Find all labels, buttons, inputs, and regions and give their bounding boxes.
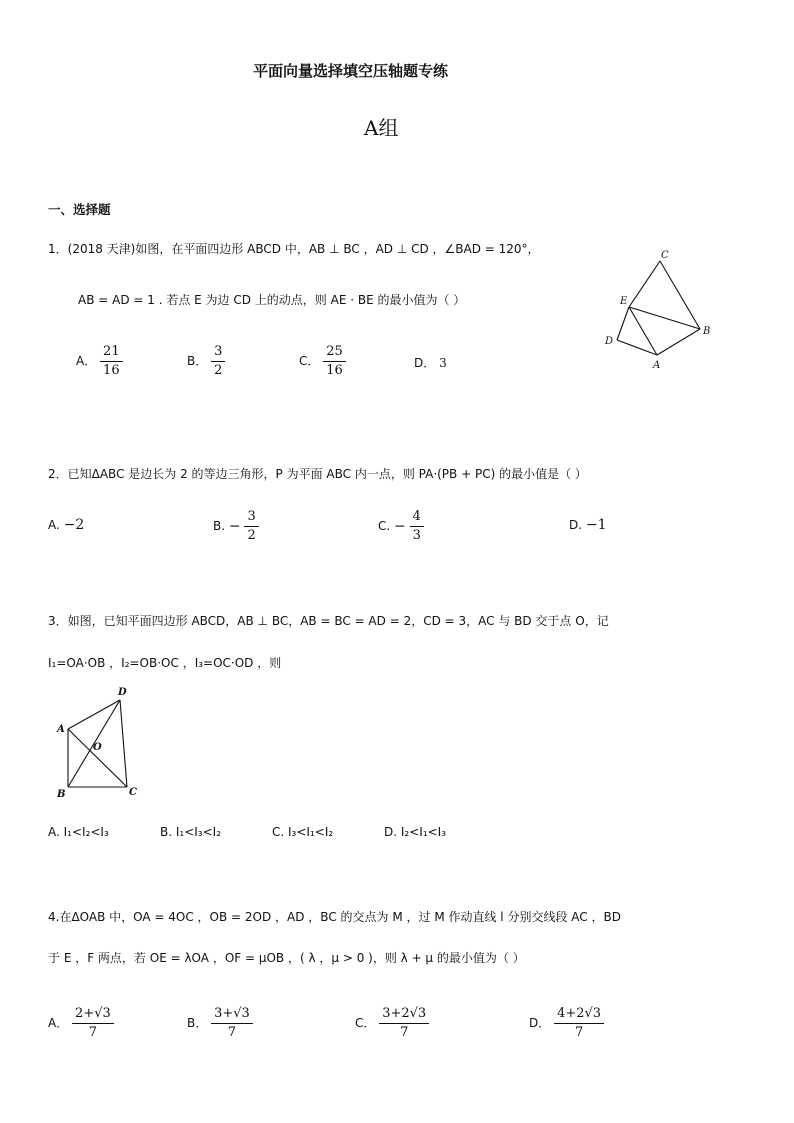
question-1-line-1: 1．(2018 天津)如图，在平面四边形 ABCD 中，AB ⊥ BC ，AD ⊥ CD ，∠BAD = 120°， [48,242,540,256]
q4-option-b [187,1005,253,1042]
numerator: 4 [410,508,424,527]
q4-option-d [529,1005,604,1042]
option-label: D. [569,518,583,532]
label-e: E [620,296,628,307]
label-b: B [57,789,66,800]
question-2-line-1: 2．已知ΔABC 是边长为 2 的等边三角形，P 为平面 ABC 内一点，则 PA·(PB + PC) 的最小值是（ ） [48,467,587,481]
q2-option-c [378,508,424,545]
q3-option-b: B. I₁<I₃<I₂ [160,825,222,839]
option-label: B． [187,1016,208,1030]
option-label: A． [76,354,97,368]
q2-option-d [569,517,607,533]
option-value: −1 [585,517,607,533]
label-a: A [653,360,661,371]
question-4-line-1: 4.在ΔOAB 中，OA = 4OC ，OB = 2OD ，AD ，BC 的交点为 M ，过 M 作动直线 l 分别交线段 AC ，BD [48,910,621,924]
fraction [100,343,123,380]
label-d: D [605,336,614,347]
label-c: C [661,250,669,261]
numerator: 3+√3 [211,1005,253,1024]
numerator: 2+√3 [72,1005,114,1024]
denominator: 16 [103,363,120,378]
fraction [244,508,258,545]
q2-option-b [213,508,259,545]
minus-sign: − [228,518,241,535]
q2-option-a [48,517,84,533]
q1-figure [600,245,720,375]
option-label: C. [378,519,391,533]
numerator: 3 [244,508,258,527]
denominator: 7 [88,1025,98,1040]
fraction [379,1005,429,1042]
q3-figure [52,685,152,805]
label-a: A [57,724,65,735]
q1-option-a [76,343,123,380]
option-label: A. [48,518,60,532]
minus-sign: − [394,518,406,535]
question-3-line-1: 3．如图，已知平面四边形 ABCD，AB ⊥ BC，AB = BC = AD = 2，CD = 3，AC 与 BD 交于点 O，记 [48,614,609,628]
denominator: 7 [574,1025,584,1040]
option-label: C． [355,1016,376,1030]
question-3-line-2: I₁=OA·OB ，I₂=OB·OC ，I₃=OC·OD ，则 [48,656,282,670]
denominator: 2 [247,528,256,543]
q1-option-b [187,343,225,380]
denominator: 16 [326,363,343,378]
q3-option-a: A. I₁<I₂<I₃ [48,825,109,839]
label-c: C [129,787,137,798]
numerator: 3+2√3 [379,1005,429,1024]
question-1-line-2: AB = AD = 1 . 若点 E 为边 CD 上的动点，则 AE · BE 的最小值为（ ） [78,293,466,307]
denominator: 7 [227,1025,237,1040]
numerator: 4+2√3 [554,1005,604,1024]
q4-option-c [355,1005,429,1042]
option-label: A． [48,1016,69,1030]
q3-option-c: C. I₃<I₁<I₂ [272,825,334,839]
denominator: 3 [412,528,421,543]
label-d: D [118,687,127,698]
fraction [554,1005,604,1042]
fraction [211,1005,253,1042]
q4-option-a [48,1005,114,1042]
option-label: B. [213,519,226,533]
option-label: D． [414,356,436,370]
numerator: 25 [323,343,346,362]
denominator: 2 [214,363,223,378]
option-label: C． [299,354,320,368]
numerator: 3 [211,343,225,362]
q3-option-d: D. I₂<I₁<I₃ [384,825,447,839]
q1-option-c [299,343,346,380]
question-4-line-2: 于 E ，F 两点，若 OE = λOA ，OF = μOB ，( λ ，μ > 0 )，则 λ + μ 的最小值为（ ） [48,951,525,965]
denominator: 7 [400,1025,409,1040]
document-title: 平面向量选择填空压轴题专练 [253,62,449,80]
option-value: −2 [63,517,85,533]
fraction [323,343,346,380]
section-heading: 一、选择题 [48,202,111,217]
option-label: D． [529,1016,551,1030]
option-label: B． [187,354,208,368]
numerator: 21 [100,343,123,362]
fraction [72,1005,114,1042]
label-o: O [93,742,102,753]
label-b: B [703,326,711,337]
fraction [410,508,424,545]
fraction [211,343,225,380]
option-value: 3 [439,356,447,370]
group-heading: A组 [364,116,399,140]
q1-option-d [414,354,447,371]
